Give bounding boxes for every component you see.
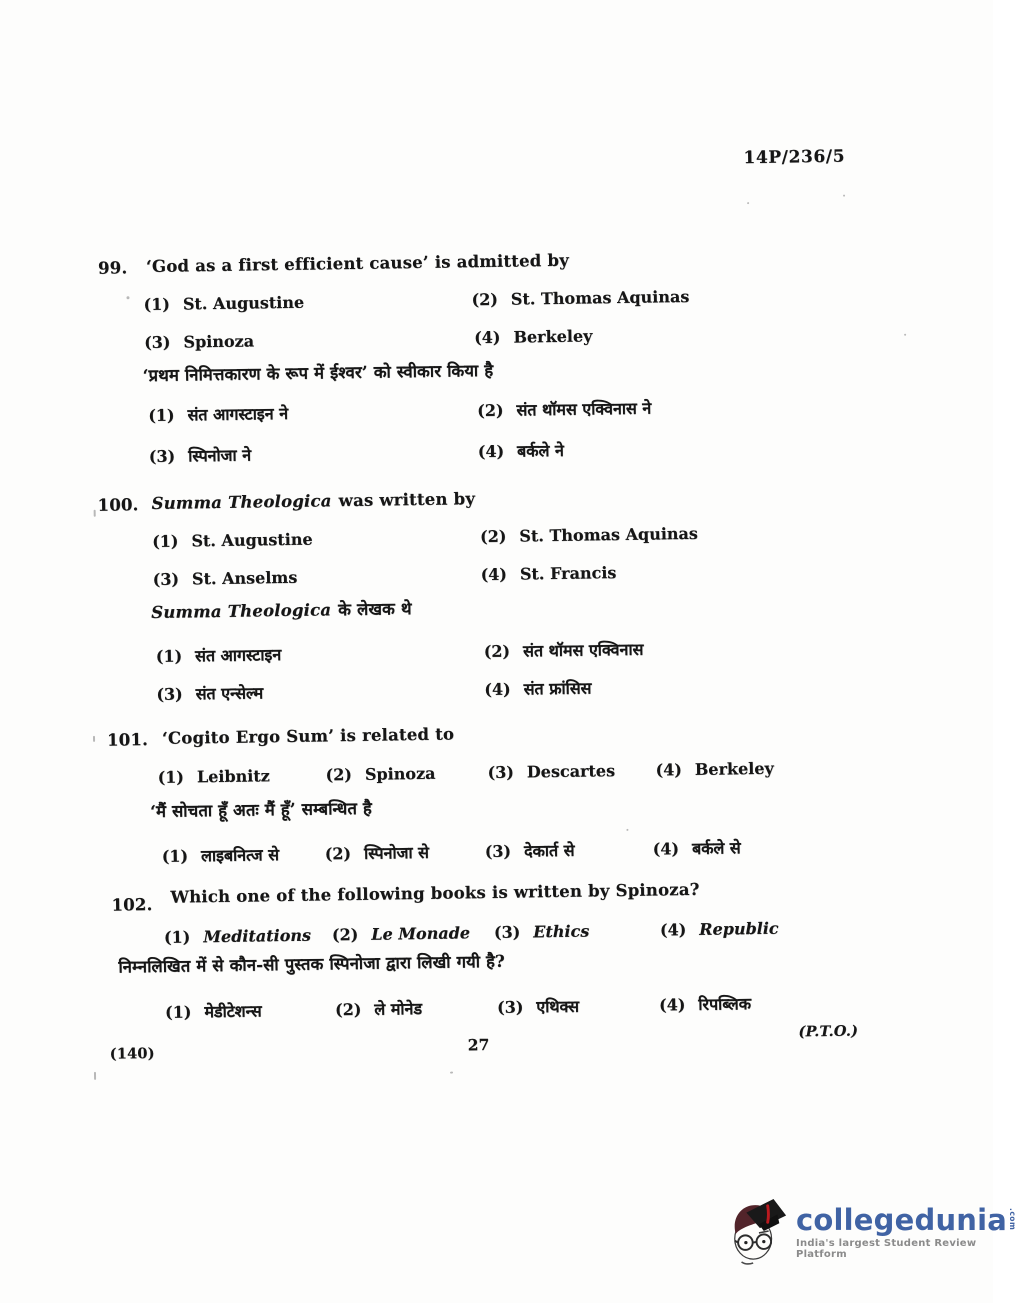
option-hindi	[484, 676, 591, 700]
option-number: (2)	[471, 289, 498, 310]
option-label: Berkeley	[694, 758, 774, 779]
option-label: ले मोनेड	[374, 998, 423, 1019]
question-stem-hindi: निम्नलिखित में से कौन-सी पुस्तक स्पिनोजा द्वारा लिखी गयी है?	[118, 951, 506, 977]
scan-speck	[747, 202, 749, 204]
option-label: संत आगस्टाइन ने	[187, 403, 289, 425]
question-stem-hindi: Summa Theologica के लेखक थे	[151, 599, 412, 622]
option-label: संत आगस्टाइन	[194, 645, 282, 666]
scan-speck	[126, 296, 129, 299]
option-number: (4)	[477, 441, 505, 462]
option-label: संत थॉमस एक्विनास	[522, 639, 644, 661]
option-label: Ethics	[533, 921, 590, 942]
question-number: 101.	[106, 730, 149, 750]
collegedunia-watermark	[727, 1193, 1017, 1269]
option-number: (3)	[144, 332, 171, 353]
option-hindi	[149, 443, 252, 467]
collegedunia-tagline: India's largest Student Review Platform	[796, 1238, 977, 1260]
option-number: (4)	[655, 760, 682, 780]
scan-speck	[904, 334, 906, 336]
pto-label: (P.T.O.)	[798, 1022, 859, 1041]
option-label: बर्कले से	[691, 838, 741, 858]
option-label: रिपब्लिक	[698, 994, 752, 1014]
option-label: Republic	[699, 918, 779, 939]
option-hindi	[497, 995, 579, 1018]
option-number: (1)	[157, 767, 185, 787]
option-label: St. Thomas Aquinas	[519, 523, 698, 546]
option	[157, 766, 269, 787]
scan-speck	[843, 195, 845, 197]
question-stem-hindi: ‘मैं सोचता हूँ अतः मैं हूँ’ सम्बन्धित है	[149, 798, 373, 822]
option	[480, 524, 698, 546]
option-hindi	[148, 402, 288, 426]
option-label: Le Monade	[371, 923, 471, 944]
option-number: (2)	[479, 526, 507, 547]
option-label: Spinoza	[364, 763, 436, 784]
scan-speck	[93, 736, 95, 742]
paper-code: 14P/236/5	[743, 146, 846, 169]
collegedunia-brand-row	[796, 1205, 1017, 1235]
option-hindi	[325, 841, 429, 865]
option-number: (3)	[156, 684, 183, 704]
option	[144, 331, 254, 352]
question-number: 102.	[111, 894, 153, 915]
option-label: एथिक्स	[536, 996, 580, 1017]
option-hindi	[478, 439, 564, 462]
collegedunia-brand: collegedunia	[796, 1203, 1008, 1237]
option-number: (4)	[484, 679, 511, 700]
option-hindi	[162, 843, 280, 867]
option-number: (4)	[652, 839, 680, 859]
option-hindi	[156, 681, 263, 705]
option-number: (2)	[324, 844, 352, 864]
book-title: Summa Theologica	[151, 491, 332, 513]
option-number: (2)	[483, 641, 511, 662]
option-label: St. Thomas Aquinas	[510, 286, 690, 309]
option-label: संत फ्रांसिस	[523, 678, 592, 699]
option-label: Leibnitz	[196, 766, 270, 787]
question-number: 99.	[97, 258, 128, 278]
option	[474, 326, 593, 347]
option-number: (3)	[496, 997, 524, 1017]
option-number: (4)	[480, 564, 508, 585]
option	[487, 761, 615, 782]
question-stem-hindi: ‘प्रथम निमित्तकारण के रूप में ईश्वर’ को स्वीकार किया है	[142, 360, 494, 386]
form-number: (140)	[109, 1044, 155, 1063]
option-number: (2)	[331, 924, 359, 945]
option-label: Berkeley	[513, 326, 593, 347]
option-number: (2)	[325, 765, 353, 785]
question-stem: ‘Cogito Ergo Sum’ is related to	[161, 724, 455, 748]
option-label: Descartes	[526, 761, 616, 782]
option	[655, 759, 774, 780]
option-hindi	[335, 997, 422, 1020]
option-number: (4)	[659, 920, 687, 940]
option-number: (3)	[493, 922, 521, 942]
option-label: लाइबनित्ज से	[200, 845, 280, 866]
option-hindi	[653, 836, 741, 859]
option-hindi	[484, 638, 644, 662]
scan-speck	[94, 510, 96, 517]
option-label: संत थॉमस एक्विनास ने	[516, 398, 652, 420]
option	[143, 293, 304, 314]
option-number: (3)	[148, 446, 176, 466]
option-number: (1)	[164, 1002, 192, 1022]
scan-speck	[450, 1072, 453, 1074]
option-number: (1)	[151, 531, 179, 551]
question-stem: ‘God as a first efficient cause’ is admitted by	[145, 250, 570, 277]
collegedunia-logo-text	[796, 1205, 1017, 1260]
option-number: (2)	[334, 999, 362, 1020]
option-label: स्पिनोजा ने	[187, 445, 252, 466]
option-number: (3)	[484, 841, 512, 862]
option-number: (3)	[152, 569, 180, 589]
question-stem: Which one of the following books is written by Spinoza?	[170, 879, 700, 907]
question-stem: Summa Theologica was written by	[151, 489, 476, 513]
option-hindi	[156, 643, 282, 667]
option-hindi	[485, 839, 575, 862]
collegedunia-brand-suffix: .com	[1008, 1208, 1017, 1231]
option-number: (1)	[155, 646, 183, 666]
option-label: बर्कले ने	[516, 440, 564, 461]
scan-speck	[94, 1072, 96, 1080]
option-label: Meditations	[203, 925, 312, 947]
option-number: (1)	[148, 405, 175, 425]
option	[660, 919, 779, 940]
option-hindi	[477, 397, 651, 422]
option-label: संत एन्सेल्म	[195, 683, 264, 704]
option-label: St. Anselms	[191, 567, 298, 589]
option	[164, 926, 311, 947]
page-number: 27	[467, 1034, 490, 1055]
book-title: Summa Theologica	[151, 600, 332, 622]
collegedunia-mascot-icon	[727, 1193, 789, 1269]
option-number: (1)	[161, 846, 189, 866]
option-label: Spinoza	[183, 331, 255, 352]
option-number: (1)	[163, 927, 191, 947]
option	[480, 563, 616, 584]
option-number: (3)	[487, 762, 514, 782]
question-number: 100.	[97, 495, 139, 515]
option	[325, 764, 435, 785]
option	[153, 568, 298, 589]
option	[471, 287, 689, 309]
option-label: St. Augustine	[182, 292, 305, 314]
option	[332, 923, 470, 944]
option-number: (1)	[143, 294, 171, 315]
option-label: मेडीटेशन्स	[204, 1001, 262, 1022]
option-number: (2)	[477, 400, 504, 421]
option-label: देकार्त से	[523, 840, 575, 861]
option	[152, 530, 313, 551]
option-label: St. Augustine	[191, 529, 313, 551]
option	[494, 922, 590, 942]
option-label: St. Francis	[519, 563, 617, 584]
option-label: स्पिनोजा से	[363, 842, 430, 863]
option-number: (4)	[473, 327, 501, 348]
scan-speck	[626, 829, 628, 831]
option-hindi	[165, 999, 262, 1022]
option-number: (4)	[658, 995, 686, 1015]
option-hindi	[659, 992, 751, 1015]
